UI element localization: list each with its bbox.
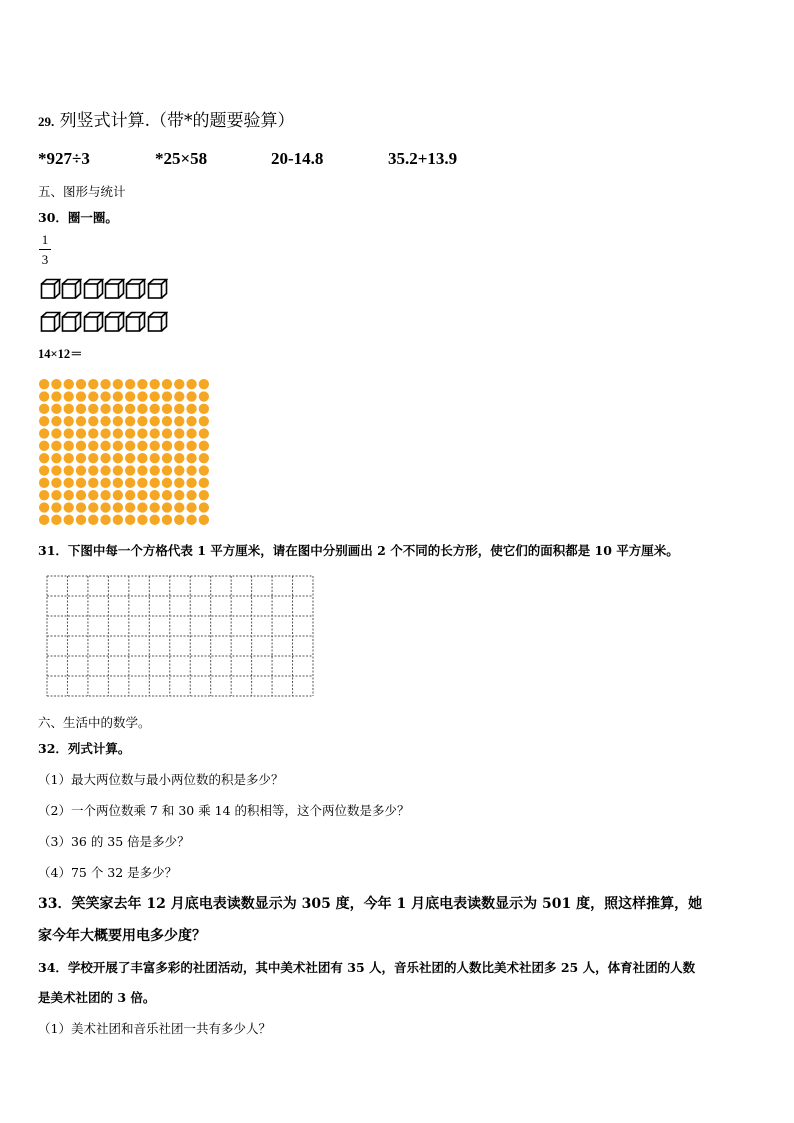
dot <box>137 428 147 438</box>
dot <box>100 428 110 438</box>
dot <box>137 502 147 512</box>
dot <box>100 441 110 451</box>
dot <box>174 478 184 488</box>
dot <box>100 490 110 500</box>
dot <box>39 465 49 475</box>
question-text: 列竖式计算.（带*的题要验算） <box>59 111 295 131</box>
dot <box>39 502 49 512</box>
dot <box>137 465 147 475</box>
dot <box>125 465 135 475</box>
dot <box>125 428 135 438</box>
cube-icon <box>61 278 82 300</box>
dot <box>64 515 74 525</box>
dot <box>137 453 147 463</box>
dot <box>113 502 123 512</box>
cube-icon <box>104 311 125 333</box>
fraction-bar <box>39 249 51 250</box>
dot <box>113 490 123 500</box>
dot <box>64 428 74 438</box>
dot <box>51 478 61 488</box>
cube-icon <box>40 311 61 333</box>
dot <box>199 416 209 426</box>
cube-icon <box>61 311 82 333</box>
dot <box>199 490 209 500</box>
dot <box>88 441 98 451</box>
dot <box>39 453 49 463</box>
question-number: 29. <box>38 114 55 129</box>
square-grid <box>45 574 315 698</box>
dot <box>64 404 74 414</box>
cube-icon <box>83 311 104 333</box>
dot <box>137 391 147 401</box>
dot <box>39 404 49 414</box>
dot <box>150 404 160 414</box>
cube-row-1 <box>40 278 168 300</box>
dot <box>162 391 172 401</box>
dot <box>125 416 135 426</box>
question-32-item-3: （3）36 的 35 倍是多少？ <box>38 834 190 849</box>
dot <box>186 502 196 512</box>
calc-item-3: 20-14.8 <box>271 149 324 168</box>
dot <box>39 478 49 488</box>
dot <box>39 441 49 451</box>
dot <box>64 478 74 488</box>
cube-icon <box>147 278 168 300</box>
dot <box>64 490 74 500</box>
question-32-label: 32．列式计算。 <box>38 741 131 756</box>
calc-item-2: *25×58 <box>155 149 208 168</box>
dot <box>76 478 86 488</box>
dot <box>150 515 160 525</box>
dot <box>88 515 98 525</box>
dot <box>51 379 61 389</box>
dot <box>174 515 184 525</box>
dot <box>64 465 74 475</box>
dot <box>88 478 98 488</box>
dot <box>137 416 147 426</box>
dot <box>186 379 196 389</box>
dot <box>51 515 61 525</box>
dot <box>186 441 196 451</box>
question-34-sub-1: （1）美术社团和音乐社团一共有多少人？ <box>38 1021 271 1036</box>
dot <box>51 490 61 500</box>
dot <box>174 428 184 438</box>
dot <box>186 465 196 475</box>
dot <box>51 404 61 414</box>
fraction-denominator: 3 <box>41 252 49 267</box>
dot <box>150 428 160 438</box>
dot <box>137 515 147 525</box>
dot <box>51 465 61 475</box>
dot <box>100 391 110 401</box>
dot <box>113 441 123 451</box>
dot <box>51 441 61 451</box>
cube-icon <box>147 311 168 333</box>
dot <box>76 490 86 500</box>
dot <box>39 416 49 426</box>
dot <box>88 379 98 389</box>
dot <box>100 465 110 475</box>
dot <box>186 478 196 488</box>
calc-item-1: *927÷3 <box>38 149 90 168</box>
dot <box>174 465 184 475</box>
fraction-one-third <box>39 233 51 266</box>
dot <box>150 502 160 512</box>
dot <box>88 502 98 512</box>
dot <box>113 404 123 414</box>
dot <box>125 441 135 451</box>
dot <box>162 441 172 451</box>
question-32-item-4: （4）75 个 32 是多少？ <box>38 865 178 880</box>
dot <box>162 428 172 438</box>
dot <box>150 391 160 401</box>
dot <box>76 465 86 475</box>
dot <box>137 404 147 414</box>
dot <box>125 453 135 463</box>
dot <box>186 404 196 414</box>
dot <box>137 441 147 451</box>
dot <box>162 404 172 414</box>
question-34-line-1: 34．学校开展了丰富多彩的社团活动，其中美术社团有 35 人，音乐社团的人数比美术社团多 25 人，体育社团的人数 <box>38 960 696 975</box>
dot <box>199 404 209 414</box>
calc-item-4: 35.2+13.9 <box>388 149 458 168</box>
dot <box>150 490 160 500</box>
dot <box>113 478 123 488</box>
dot <box>100 502 110 512</box>
question-29-title <box>38 106 295 131</box>
dot <box>150 465 160 475</box>
dot <box>186 490 196 500</box>
dot <box>186 416 196 426</box>
dot <box>88 490 98 500</box>
dot <box>162 453 172 463</box>
dot <box>64 502 74 512</box>
dot <box>199 379 209 389</box>
dot <box>150 379 160 389</box>
dot <box>88 428 98 438</box>
dot <box>199 478 209 488</box>
question-34-line-2: 是美术社团的 3 倍。 <box>38 990 156 1005</box>
dot <box>76 441 86 451</box>
dot <box>174 502 184 512</box>
dot <box>199 515 209 525</box>
dot <box>76 428 86 438</box>
question-33-line-2: 家今年大概要用电多少度？ <box>38 928 206 944</box>
dot-array <box>38 378 210 526</box>
dot <box>64 379 74 389</box>
dot <box>137 490 147 500</box>
dot <box>150 453 160 463</box>
dot <box>199 441 209 451</box>
dot <box>76 502 86 512</box>
dot <box>51 453 61 463</box>
cube-icon <box>125 311 146 333</box>
dot <box>113 416 123 426</box>
cube-icon <box>104 278 125 300</box>
fraction-numerator: 1 <box>41 232 49 247</box>
dot <box>199 502 209 512</box>
dot <box>125 502 135 512</box>
dot <box>113 453 123 463</box>
cube-icon <box>125 278 146 300</box>
question-30-label: 30．圈一圈。 <box>38 210 118 225</box>
dot <box>64 391 74 401</box>
dot <box>199 453 209 463</box>
dot <box>113 465 123 475</box>
dot <box>76 515 86 525</box>
dot <box>125 515 135 525</box>
dot <box>51 502 61 512</box>
cube-icon <box>83 278 104 300</box>
dot <box>100 478 110 488</box>
dot <box>137 379 147 389</box>
section-heading-6: 六、生活中的数学。 <box>38 715 151 730</box>
multiplication-expression: 14×12＝ <box>38 347 83 361</box>
dot <box>88 453 98 463</box>
dot <box>76 379 86 389</box>
cube-row-2 <box>40 311 168 333</box>
dot <box>199 465 209 475</box>
dot <box>174 453 184 463</box>
dot <box>125 391 135 401</box>
dot <box>174 416 184 426</box>
dot <box>162 490 172 500</box>
dot <box>39 515 49 525</box>
dot <box>51 416 61 426</box>
dot <box>51 428 61 438</box>
dot <box>162 502 172 512</box>
dot <box>64 441 74 451</box>
dot <box>150 478 160 488</box>
dot <box>39 379 49 389</box>
dot <box>199 391 209 401</box>
question-32-item-1: （1）最大两位数与最小两位数的积是多少？ <box>38 772 284 787</box>
dot <box>199 428 209 438</box>
dot <box>162 416 172 426</box>
dot <box>174 490 184 500</box>
dot <box>162 465 172 475</box>
dot <box>39 428 49 438</box>
dot <box>186 515 196 525</box>
dot <box>150 416 160 426</box>
dot <box>76 404 86 414</box>
dot <box>113 515 123 525</box>
section-heading-5: 五、图形与统计 <box>38 184 126 199</box>
dot <box>162 478 172 488</box>
dot <box>88 465 98 475</box>
dot <box>174 391 184 401</box>
dot <box>100 453 110 463</box>
dot <box>125 404 135 414</box>
dot <box>64 453 74 463</box>
dot <box>88 391 98 401</box>
dot <box>64 416 74 426</box>
dot <box>51 391 61 401</box>
dot <box>125 379 135 389</box>
dot <box>162 515 172 525</box>
dot <box>174 379 184 389</box>
cube-icon <box>40 278 61 300</box>
dot <box>186 391 196 401</box>
dot <box>174 441 184 451</box>
dot <box>162 379 172 389</box>
dot <box>125 478 135 488</box>
question-31-text: 31．下图中每一个方格代表 1 平方厘米，请在图中分别画出 2 个不同的长方形，使它们的面积都是 10 平方厘米。 <box>38 543 679 558</box>
dot <box>186 428 196 438</box>
question-32-item-2: （2）一个两位数乘 7 和 30 乘 14 的积相等，这个两位数是多少？ <box>38 803 410 818</box>
dot <box>100 416 110 426</box>
dot <box>125 490 135 500</box>
dot <box>150 441 160 451</box>
dot <box>113 428 123 438</box>
dot <box>137 478 147 488</box>
dot <box>113 391 123 401</box>
dot <box>100 379 110 389</box>
dot <box>186 453 196 463</box>
dot <box>100 515 110 525</box>
dot <box>76 391 86 401</box>
dot <box>39 391 49 401</box>
dot <box>113 379 123 389</box>
dot <box>100 404 110 414</box>
dot <box>76 416 86 426</box>
question-33-line-1: 33．笑笑家去年 12 月底电表读数显示为 305 度，今年 1 月底电表读数显示为 501 度，照这样推算，她 <box>38 896 703 912</box>
dot <box>88 404 98 414</box>
dot <box>39 490 49 500</box>
dot <box>76 453 86 463</box>
dot <box>174 404 184 414</box>
dot <box>88 416 98 426</box>
